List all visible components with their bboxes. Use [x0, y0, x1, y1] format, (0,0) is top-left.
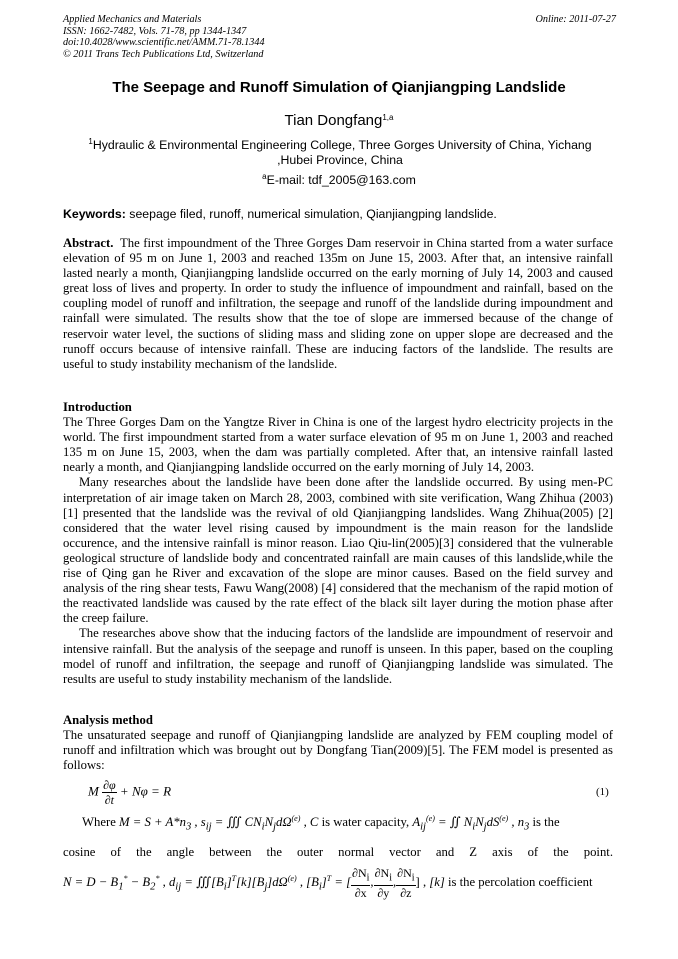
- water-capacity-text: is water capacity,: [321, 815, 410, 829]
- author-sup: 1,a: [382, 113, 394, 122]
- keywords-label: Keywords:: [63, 207, 126, 221]
- where-label: Where: [82, 815, 116, 829]
- intro-paragraph-3: The researches above show that the inducing factors of the landslide are impoundment of reservoir and intensive rainfall. But the analysis of the seepage and runoff is unseen. In this paper, based on the coupling model of runoff and infiltration, the seepage and runoff of Qianjiangping landslide was simulated. The results are useful to study instability mechanism of the landslide.: [63, 626, 613, 686]
- where-line: Where $M = S + A*n_3$ , $s_{ij}$ = ∭ $CN_iN_jd\Omega^{(e)}$ , C is water capacity, $A_{ij}^{(e)}$ = ∬ $N_iN_jdS^{(e)}$ , $n_3$ is the: [82, 814, 560, 833]
- intro-paragraph-2: Many researches about the landslide have been done after the landslide occurred. By using men-PC interpretation of air image taken on March 28, 2003, combined with site verification, Wang Zhihua (2003) [1] presented that the landslide was the revival of old Qianjiangping landslides. Wang Zhihua(2005) [2] considered that the water level rising caused by impoundment is the main reason for the landslide occurence, and the intensive rainfall is minor reason. Liao Qiu-lin(2005)[3] considered that the vulnerable geological structure of landslide body and concentrated rainfall are main causes of this landslide,while the rise of Qing gan he River and excavation of the slope are minor causes. Based on the field survey and analysis of the ring shear tests, Fawu Wang(2008) [4] considered that the mechanism of the rapid motion of the reactivated landslide was caused by the rate effect of the black silt layer during the motion phase after the creep failure.: [63, 475, 613, 626]
- equation-1: M $\frac{\partial\varphi}{\partial t}$ + Nφ = R: [88, 778, 172, 807]
- percolation-line: $N = D - B_1^* - B_2^*$ , $d_{ij}$ = $∭[B_i]^T[k][B_j]d\Omega^{(e)}$ , $[B_i]^T$ = [ $\frac{\partial N_i}{\partial x}$ , $\frac{\partial N_i}{\partial y}$ , $\frac{\partial N_i}{\partial z}$ ] , [k] is the percolation coefficient: [63, 866, 593, 901]
- author-name: Tian Dongfang: [284, 112, 383, 129]
- abstract-text: The first impoundment of the Three Gorges Dam reservoir in China started from a water surface elevation of 95 m on June 1, 2003 and reached 135m on June 15, 2003. After that, an intensive rainfall lasted nearly a month, Qianjiangping landslide occurred on the early morning of July 14, 2003 and caused great loss of lives and property. In order to study the influence of impoundment and rainfall, based on the coupling model of runoff and infiltration, the seepage and runoff of the landslide during impoundment and rainfall were simulated. The results show that the toe of slope are immersed because of the change of reservoir water level, the suctions of sliding mass and sliding zone on upper slope are decreased and the runoff occurs because of intensive rainfall. These are inducing factors of the landslide. The results are useful to study instability mechanism of the landslide.: [63, 236, 613, 371]
- journal-header: [63, 14, 616, 60]
- email-line: [30, 173, 648, 187]
- author-line: [30, 112, 648, 129]
- keywords-text: seepage filed, runoff, numerical simulation, Qianjiangping landslide.: [129, 207, 497, 221]
- introduction-section: [63, 400, 613, 687]
- doi-line: doi:10.4028/www.scientific.net/AMM.71-78.1344: [63, 37, 265, 49]
- keywords: [63, 207, 623, 221]
- method-paragraph-1: The unsaturated seepage and runoff of Qianjiangping landslide are analyzed by FEM coupling model of runoff and infiltration which was brought out by Dongfang Tian(2009)[5]. The FEM model is presented as follows:: [63, 728, 613, 773]
- abstract: [63, 236, 613, 372]
- abstract-label: Abstract.: [63, 236, 114, 250]
- affiliation: [70, 138, 610, 167]
- email-sup: a: [262, 172, 267, 181]
- method-section: [63, 713, 613, 773]
- method-heading: Analysis method: [63, 713, 153, 727]
- journal-name: Applied Mechanics and Materials: [63, 14, 202, 25]
- copyright-line: © 2011 Trans Tech Publications Ltd, Switzerland: [63, 48, 264, 60]
- cosine-line: cosine of the angle between the outer normal vector and Z axis of the point.: [63, 845, 613, 859]
- email-text: E-mail: tdf_2005@163.com: [266, 173, 416, 187]
- issn-line: ISSN: 1662-7482, Vols. 71-78, pp 1344-1347: [63, 25, 247, 37]
- online-date: Online: 2011-07-27: [535, 14, 616, 25]
- is-the-text: is the: [532, 815, 560, 829]
- paper-title: The Seepage and Runoff Simulation of Qianjiangping Landslide: [112, 79, 566, 96]
- affiliation-sup: 1: [88, 137, 93, 146]
- affiliation-text: Hydraulic & Environmental Engineering College, Three Gorges University of China, Yichang ,Hubei Province, China: [92, 138, 592, 167]
- intro-paragraph-1: The Three Gorges Dam on the Yangtze River in China is one of the largest hydro electricity projects in the world. The first impoundment started from a water surface elevation of 95 m on June 1, 2003 and reached 135 m on June 15, 2003, when the dam was partially completed. After that, an intensive rainfall lasted nearly a month, and Qianjiangping landslide occurred on the early morning of July 14, 2003.: [63, 415, 613, 475]
- percolation-text: is the percolation coefficient: [447, 875, 593, 890]
- introduction-heading: Introduction: [63, 400, 132, 414]
- equation-number: (1): [596, 786, 609, 798]
